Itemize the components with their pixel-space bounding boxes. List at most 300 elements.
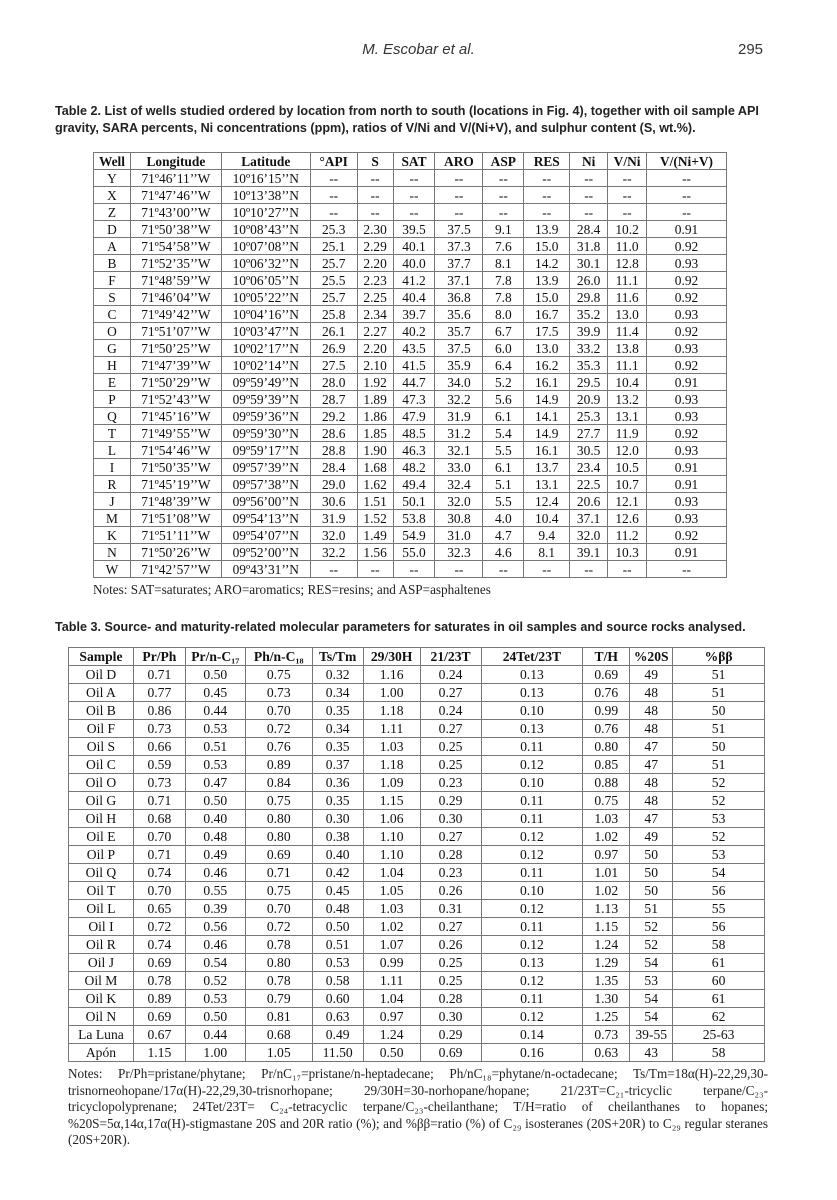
table-cell: 12.6: [608, 510, 647, 527]
table-row: [69, 810, 765, 828]
table-cell: --: [570, 187, 608, 204]
column-header: V/(Ni+V): [647, 153, 727, 170]
table-cell: 0.11: [481, 918, 583, 936]
table-cell: 10º02’14’’N: [221, 357, 310, 374]
table-cell: 31.8: [570, 238, 608, 255]
table-row: [94, 272, 727, 289]
table-cell: 2.20: [357, 340, 393, 357]
table-cell: 5.6: [483, 391, 524, 408]
table-cell: 1.52: [357, 510, 393, 527]
table-cell: 0.27: [420, 918, 481, 936]
table-cell: 52: [630, 918, 673, 936]
table-cell: Oil P: [69, 846, 134, 864]
column-header: ARO: [435, 153, 483, 170]
table-cell: 50.1: [393, 493, 435, 510]
table-cell: 0.46: [185, 864, 245, 882]
table-cell: 15.0: [524, 238, 570, 255]
table-row: [94, 408, 727, 425]
table-cell: 10º04’16’’N: [221, 306, 310, 323]
table-row: [69, 756, 765, 774]
table-cell: P: [94, 391, 131, 408]
table-row: [94, 255, 727, 272]
table-cell: 71º42’57’’W: [130, 561, 221, 578]
table-cell: 14.1: [524, 408, 570, 425]
table-cell: 71º45’16’’W: [130, 408, 221, 425]
table-cell: 0.93: [647, 408, 727, 425]
table-cell: 48: [630, 720, 673, 738]
table-cell: 10º06’05’’N: [221, 272, 310, 289]
table-row: [69, 720, 765, 738]
table-cell: 43.5: [393, 340, 435, 357]
table-cell: --: [435, 187, 483, 204]
column-header: Ni: [570, 153, 608, 170]
table-cell: 0.25: [420, 738, 481, 756]
table-row: [69, 918, 765, 936]
column-header: Pr/n-C₁₇: [185, 648, 245, 666]
table-cell: 71º46’04’’W: [130, 289, 221, 306]
table-cell: 41.2: [393, 272, 435, 289]
table-cell: 50: [630, 864, 673, 882]
table-cell: 13.8: [608, 340, 647, 357]
table-cell: 13.0: [608, 306, 647, 323]
table-cell: 2.25: [357, 289, 393, 306]
table-cell: 32.2: [435, 391, 483, 408]
table-cell: --: [393, 561, 435, 578]
table-cell: 0.77: [133, 684, 185, 702]
table-cell: 28.4: [570, 221, 608, 238]
table-cell: 1.11: [363, 972, 420, 990]
table-cell: 0.75: [245, 882, 312, 900]
table-cell: 36.8: [435, 289, 483, 306]
table-cell: 0.92: [647, 425, 727, 442]
table-cell: 10º03’47’’N: [221, 323, 310, 340]
page-number: 295: [738, 41, 764, 58]
table-cell: 23.4: [570, 459, 608, 476]
table-cell: 47: [630, 810, 673, 828]
table-cell: Oil H: [69, 810, 134, 828]
table-cell: 51: [673, 684, 765, 702]
table-cell: 1.04: [363, 990, 420, 1008]
table-cell: 0.92: [647, 323, 727, 340]
table-cell: 20.6: [570, 493, 608, 510]
table-cell: 11.9: [608, 425, 647, 442]
column-header: V/Ni: [608, 153, 647, 170]
table-cell: --: [435, 561, 483, 578]
table-row: [94, 187, 727, 204]
table-cell: 0.60: [312, 990, 363, 1008]
table-cell: 33.2: [570, 340, 608, 357]
table-cell: 0.76: [583, 684, 630, 702]
table-cell: 13.9: [524, 272, 570, 289]
table-cell: 09º43’31’’N: [221, 561, 310, 578]
table-cell: 1.56: [357, 544, 393, 561]
table-cell: 53: [673, 810, 765, 828]
column-header: T/H: [583, 648, 630, 666]
table-cell: M: [94, 510, 131, 527]
table-cell: 51: [673, 666, 765, 684]
table-cell: 0.58: [312, 972, 363, 990]
table-cell: 0.91: [647, 221, 727, 238]
table-cell: Oil M: [69, 972, 134, 990]
table-cell: 34.0: [435, 374, 483, 391]
table-cell: 0.70: [133, 828, 185, 846]
table-cell: 14.9: [524, 391, 570, 408]
table-cell: 1.15: [363, 792, 420, 810]
table-cell: 0.97: [363, 1008, 420, 1026]
table-cell: 09º57’39’’N: [221, 459, 310, 476]
table-cell: 0.50: [312, 918, 363, 936]
table-cell: 26.1: [310, 323, 357, 340]
table-cell: 71º50’26’’W: [130, 544, 221, 561]
table-cell: 14.2: [524, 255, 570, 272]
table-cell: 39-55: [630, 1026, 673, 1044]
table-cell: R: [94, 476, 131, 493]
table-cell: 0.13: [481, 954, 583, 972]
table-cell: --: [483, 204, 524, 221]
table-cell: --: [393, 170, 435, 187]
table-cell: 0.54: [185, 954, 245, 972]
table-cell: 0.12: [481, 936, 583, 954]
table-cell: 1.10: [363, 846, 420, 864]
table-cell: 1.05: [245, 1044, 312, 1062]
table-cell: --: [647, 561, 727, 578]
table-cell: 10º13’38’’N: [221, 187, 310, 204]
table-cell: 61: [673, 990, 765, 1008]
table-cell: --: [310, 561, 357, 578]
table-cell: 0.74: [133, 864, 185, 882]
table-cell: 0.67: [133, 1026, 185, 1044]
table2-caption: Table 2. List of wells studied ordered by location from north to south (locations in Fig. 4), together with oil sample API gravity, SARA percents, Ni concentrations (ppm), ratios of V/Ni and V/(Ni+V), and sulphur content (S, wt.%).: [55, 104, 759, 135]
table-cell: 2.10: [357, 357, 393, 374]
table-cell: I: [94, 459, 131, 476]
table-cell: 25.8: [310, 306, 357, 323]
table-cell: 0.42: [312, 864, 363, 882]
table-cell: --: [483, 561, 524, 578]
table-cell: 0.56: [185, 918, 245, 936]
table-cell: 49.4: [393, 476, 435, 493]
table-cell: 31.9: [310, 510, 357, 527]
table-cell: 31.2: [435, 425, 483, 442]
table-cell: 49: [630, 666, 673, 684]
table-cell: 0.35: [312, 738, 363, 756]
running-header-author: M. Escobar et al.: [362, 41, 475, 58]
table-cell: Oil O: [69, 774, 134, 792]
table2-notes: Notes: SAT=saturates; ARO=aromatics; RES=resins; and ASP=asphaltenes: [93, 582, 491, 597]
table-cell: 40.1: [393, 238, 435, 255]
table-cell: 71º47’46’’W: [130, 187, 221, 204]
table-cell: 0.10: [481, 882, 583, 900]
table-cell: 0.72: [245, 720, 312, 738]
table-row: [69, 792, 765, 810]
table-cell: 13.9: [524, 221, 570, 238]
table-cell: 0.66: [133, 738, 185, 756]
table-row: [69, 882, 765, 900]
table-cell: 1.35: [583, 972, 630, 990]
table-cell: 09º59’49’’N: [221, 374, 310, 391]
table-row: [69, 1026, 765, 1044]
column-header: Ts/Tm: [312, 648, 363, 666]
table-cell: 11.6: [608, 289, 647, 306]
table-cell: 25-63: [673, 1026, 765, 1044]
table-cell: 0.93: [647, 442, 727, 459]
table-cell: 37.5: [435, 340, 483, 357]
table-cell: Oil T: [69, 882, 134, 900]
table-cell: 0.29: [420, 792, 481, 810]
table-cell: 54: [673, 864, 765, 882]
table-cell: 15.0: [524, 289, 570, 306]
table-cell: --: [310, 170, 357, 187]
table-cell: 25.7: [310, 289, 357, 306]
table-cell: 0.69: [133, 954, 185, 972]
table-cell: 0.78: [245, 972, 312, 990]
table-cell: 17.5: [524, 323, 570, 340]
running-header: [0, 40, 837, 60]
table-cell: --: [647, 170, 727, 187]
table-cell: 0.92: [647, 272, 727, 289]
table-cell: 0.78: [133, 972, 185, 990]
table-cell: 28.4: [310, 459, 357, 476]
column-header: S: [357, 153, 393, 170]
table-cell: 09º59’30’’N: [221, 425, 310, 442]
table-cell: --: [435, 204, 483, 221]
table-cell: 0.12: [481, 846, 583, 864]
column-header: ASP: [483, 153, 524, 170]
table-cell: 0.28: [420, 846, 481, 864]
table-row: [69, 738, 765, 756]
table-cell: 10º08’43’’N: [221, 221, 310, 238]
table-cell: 32.1: [435, 442, 483, 459]
table-cell: 62: [673, 1008, 765, 1026]
table-cell: --: [608, 204, 647, 221]
table-cell: 0.11: [481, 792, 583, 810]
table-cell: 0.72: [133, 918, 185, 936]
table-cell: 0.73: [133, 774, 185, 792]
table-cell: 1.05: [363, 882, 420, 900]
table-cell: 10º07’08’’N: [221, 238, 310, 255]
table-cell: 0.93: [647, 255, 727, 272]
table-cell: 39.1: [570, 544, 608, 561]
column-header: Latitude: [221, 153, 310, 170]
column-header: Pr/Ph: [133, 648, 185, 666]
table-cell: Oil C: [69, 756, 134, 774]
table-cell: 1.49: [357, 527, 393, 544]
table-cell: 56: [673, 918, 765, 936]
table-row: [69, 828, 765, 846]
table-cell: 8.1: [483, 255, 524, 272]
table-cell: --: [483, 170, 524, 187]
table-cell: H: [94, 357, 131, 374]
table-row: [94, 170, 727, 187]
table-cell: 0.70: [245, 900, 312, 918]
table-cell: E: [94, 374, 131, 391]
table-cell: 48: [630, 774, 673, 792]
table-cell: --: [524, 204, 570, 221]
table-cell: J: [94, 493, 131, 510]
table-cell: 0.78: [245, 936, 312, 954]
table-row: [94, 323, 727, 340]
table-cell: 1.03: [363, 738, 420, 756]
table-cell: 0.92: [647, 357, 727, 374]
table-cell: 6.7: [483, 323, 524, 340]
table-cell: 25.5: [310, 272, 357, 289]
table-cell: 0.11: [481, 810, 583, 828]
table-cell: 71º54’58’’W: [130, 238, 221, 255]
table-cell: 26.9: [310, 340, 357, 357]
table-cell: 48: [630, 792, 673, 810]
table-cell: 1.03: [363, 900, 420, 918]
table-cell: 0.92: [647, 527, 727, 544]
table-cell: 0.50: [185, 1008, 245, 1026]
table-cell: 11.4: [608, 323, 647, 340]
table-row: [69, 774, 765, 792]
table-cell: 53.8: [393, 510, 435, 527]
table-cell: 0.91: [647, 459, 727, 476]
table-cell: 60: [673, 972, 765, 990]
table-cell: 0.13: [481, 684, 583, 702]
table-cell: 71º51’08’’W: [130, 510, 221, 527]
table-cell: 1.25: [583, 1008, 630, 1026]
table-cell: 71º54’46’’W: [130, 442, 221, 459]
table-cell: 71º50’35’’W: [130, 459, 221, 476]
table-cell: 0.55: [185, 882, 245, 900]
column-header: Well: [94, 153, 131, 170]
table-cell: Oil K: [69, 990, 134, 1008]
table-cell: 0.97: [583, 846, 630, 864]
table-cell: 0.93: [647, 306, 727, 323]
table-cell: 0.32: [312, 666, 363, 684]
table-cell: 32.0: [310, 527, 357, 544]
table-cell: 0.92: [647, 238, 727, 255]
table-cell: 0.51: [185, 738, 245, 756]
table-cell: 0.70: [245, 702, 312, 720]
table-cell: 40.0: [393, 255, 435, 272]
table-cell: 0.34: [312, 684, 363, 702]
table-row: [94, 357, 727, 374]
table-cell: 0.27: [420, 720, 481, 738]
column-header: Sample: [69, 648, 134, 666]
table-cell: 0.99: [363, 954, 420, 972]
table-cell: 1.11: [363, 720, 420, 738]
table-cell: 16.1: [524, 374, 570, 391]
table-row: [69, 990, 765, 1008]
table-cell: 30.5: [570, 442, 608, 459]
table-cell: 4.6: [483, 544, 524, 561]
table-row: [94, 391, 727, 408]
table-cell: 54.9: [393, 527, 435, 544]
table-cell: 6.0: [483, 340, 524, 357]
table-cell: 0.89: [133, 990, 185, 1008]
table-row: [94, 425, 727, 442]
table-row: [69, 954, 765, 972]
table-cell: 09º54’07’’N: [221, 527, 310, 544]
table-cell: Oil E: [69, 828, 134, 846]
table-cell: 37.1: [435, 272, 483, 289]
table-cell: 1.00: [185, 1044, 245, 1062]
table-cell: 0.85: [583, 756, 630, 774]
table-cell: Y: [94, 170, 131, 187]
table-cell: 30.6: [310, 493, 357, 510]
table-cell: 13.7: [524, 459, 570, 476]
table-cell: 0.47: [185, 774, 245, 792]
table-cell: 11.1: [608, 357, 647, 374]
table-cell: 0.16: [481, 1044, 583, 1062]
table-cell: 0.12: [481, 1008, 583, 1026]
table-cell: 10º05’22’’N: [221, 289, 310, 306]
table-cell: 10.4: [524, 510, 570, 527]
table-cell: 0.73: [583, 1026, 630, 1044]
table-cell: 0.75: [245, 666, 312, 684]
table-cell: 1.24: [583, 936, 630, 954]
table-cell: 71º52’43’’W: [130, 391, 221, 408]
table-cell: 46.3: [393, 442, 435, 459]
table-cell: 0.35: [312, 792, 363, 810]
table-cell: 71º50’38’’W: [130, 221, 221, 238]
table-cell: 29.8: [570, 289, 608, 306]
table-cell: C: [94, 306, 131, 323]
table-cell: 40.2: [393, 323, 435, 340]
table-cell: 0.11: [481, 864, 583, 882]
table-cell: 0.26: [420, 936, 481, 954]
table-cell: 2.20: [357, 255, 393, 272]
table-row: [94, 527, 727, 544]
table-cell: W: [94, 561, 131, 578]
table-cell: 1.04: [363, 864, 420, 882]
table-cell: 13.1: [524, 476, 570, 493]
table-cell: 12.0: [608, 442, 647, 459]
table-cell: 0.25: [420, 972, 481, 990]
table-cell: 1.13: [583, 900, 630, 918]
table-row: [94, 306, 727, 323]
table-cell: 8.0: [483, 306, 524, 323]
table-cell: 71º48’39’’W: [130, 493, 221, 510]
table-cell: 29.5: [570, 374, 608, 391]
table-cell: 39.9: [570, 323, 608, 340]
table-cell: 10º16’15’’N: [221, 170, 310, 187]
table-cell: 25.3: [570, 408, 608, 425]
table-cell: 54: [630, 990, 673, 1008]
table-cell: 0.26: [420, 882, 481, 900]
table-cell: 0.48: [185, 828, 245, 846]
table-cell: 0.74: [133, 936, 185, 954]
table-cell: Oil J: [69, 954, 134, 972]
table-cell: 48: [630, 684, 673, 702]
table-cell: --: [357, 204, 393, 221]
table-cell: 35.6: [435, 306, 483, 323]
table-cell: 10.2: [608, 221, 647, 238]
table-cell: --: [608, 561, 647, 578]
table-cell: 7.8: [483, 289, 524, 306]
table-cell: 54: [630, 1008, 673, 1026]
table-cell: 71º51’11’’W: [130, 527, 221, 544]
table-cell: 11.50: [312, 1044, 363, 1062]
table-cell: 37.7: [435, 255, 483, 272]
table-cell: 10.3: [608, 544, 647, 561]
table-cell: 0.12: [481, 756, 583, 774]
table-cell: 0.79: [245, 990, 312, 1008]
table-cell: 25.1: [310, 238, 357, 255]
table-cell: 0.29: [420, 1026, 481, 1044]
table-cell: 44.7: [393, 374, 435, 391]
table-cell: 5.5: [483, 493, 524, 510]
table-cell: 1.16: [363, 666, 420, 684]
table-cell: 1.29: [583, 954, 630, 972]
table-cell: 28.7: [310, 391, 357, 408]
table-cell: 48.2: [393, 459, 435, 476]
table-cell: 0.11: [481, 738, 583, 756]
table-cell: 0.75: [245, 792, 312, 810]
table-cell: 0.91: [647, 476, 727, 493]
table-cell: 1.02: [583, 828, 630, 846]
